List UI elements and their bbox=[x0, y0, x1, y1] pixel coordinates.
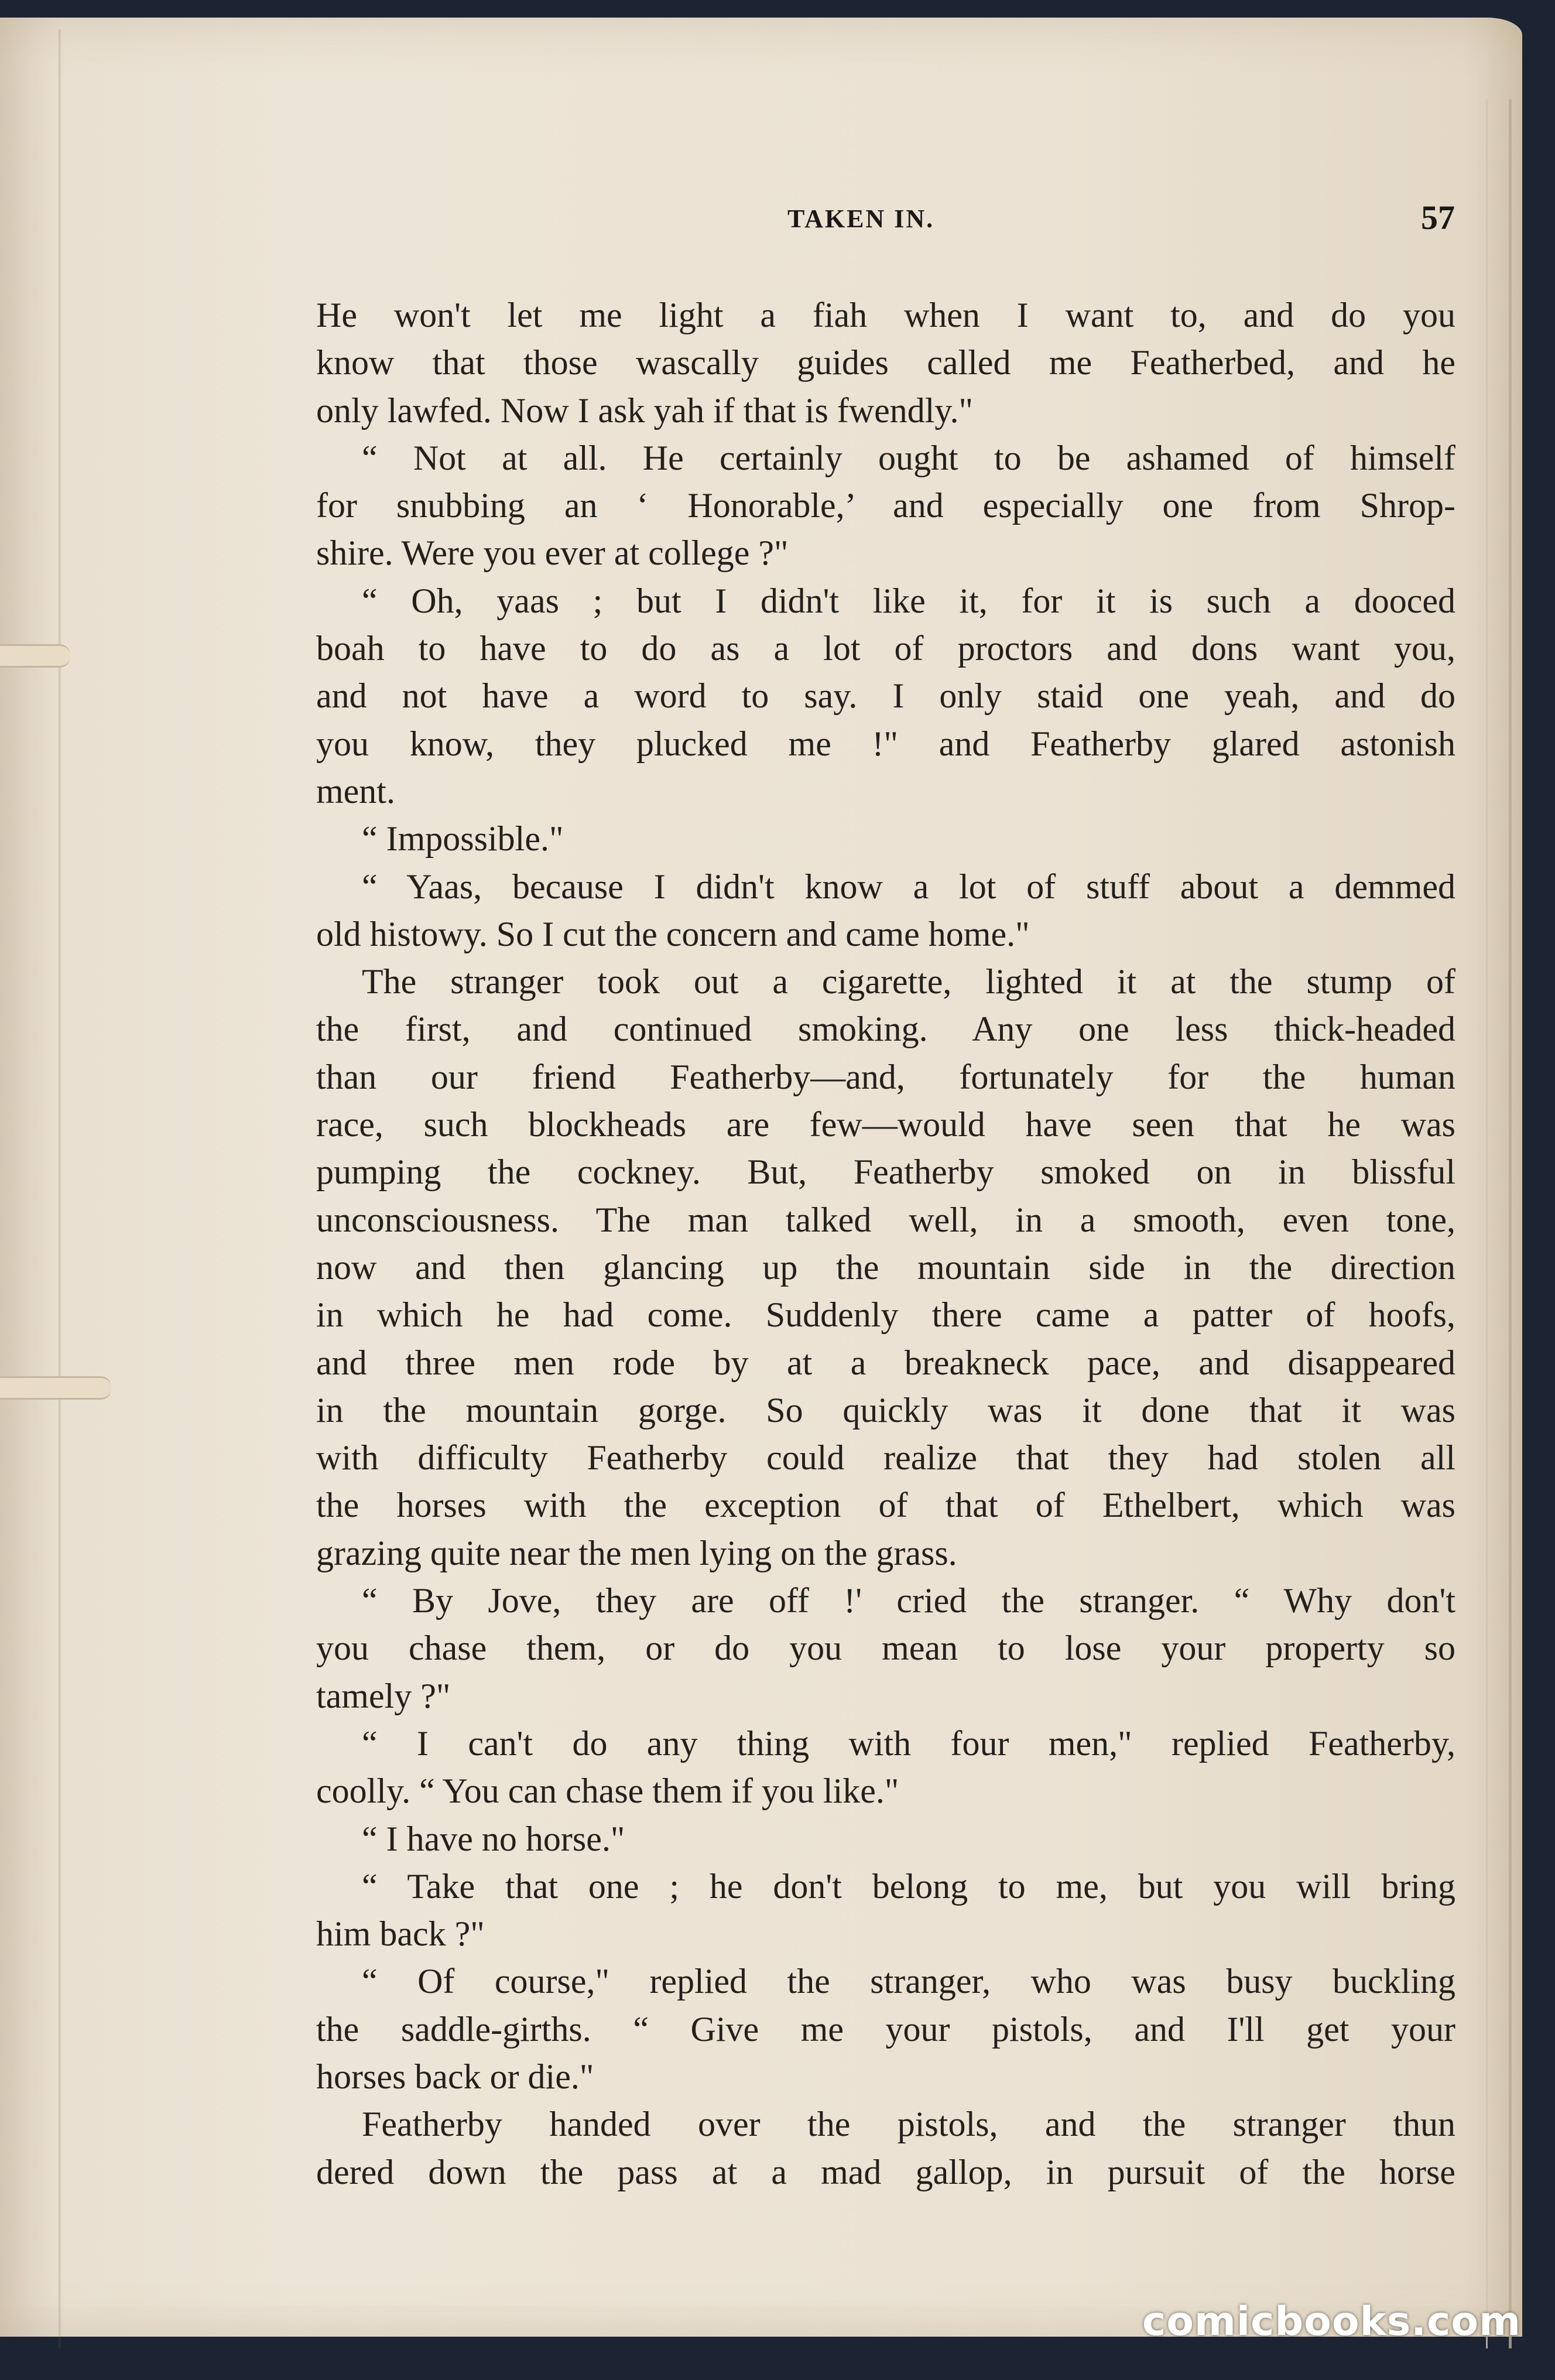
text-line: old histowy. So I cut the concern and came home." bbox=[316, 914, 1030, 953]
text-line: dered down the pass at a mad gallop, in pursuit of the horse bbox=[316, 2152, 1455, 2191]
text-line: pumping the cockney. But, Featherby smoked on in blissful bbox=[316, 1153, 1455, 1192]
text-line: him back ?" bbox=[316, 1914, 485, 1954]
text-line: and not have a word to say. I only staid one yeah, and do bbox=[316, 676, 1455, 716]
binding-stitch bbox=[0, 1376, 111, 1400]
text-line: The stranger took out a cigarette, lighted it at the stump of bbox=[362, 962, 1455, 1001]
text-line: ment. bbox=[316, 771, 395, 811]
text-line: “ Of course," replied the stranger, who was busy buckling bbox=[362, 1962, 1455, 2001]
text-line: in the mountain gorge. So quickly was it done that it was bbox=[316, 1390, 1455, 1430]
text-line: tamely ?" bbox=[316, 1676, 451, 1715]
text-line: boah to have to do as a lot of proctors and dons want you, bbox=[316, 629, 1455, 668]
text-line: “ Take that one ; he don't belong to me, but you will bring bbox=[362, 1866, 1455, 1906]
text-line: for snubbing an ‘ Honorable,’ and especially one from Shrop- bbox=[316, 486, 1455, 525]
text-line: shire. Were you ever at college ?" bbox=[316, 534, 789, 573]
text-line: He won't let me light a fiah when I want to, and do you bbox=[316, 296, 1455, 334]
text-line: grazing quite near the men lying on the grass. bbox=[316, 1533, 957, 1572]
text-line: coolly. “ You can chase them if you like." bbox=[316, 1772, 899, 1811]
page-gutter bbox=[59, 29, 62, 2348]
text-line: “ I have no horse." bbox=[362, 1819, 625, 1858]
text-line: the first, and continued smoking. Any one less thick-headed bbox=[316, 1010, 1455, 1049]
text-line: now and then glancing up the mountain side in the direction bbox=[316, 1247, 1455, 1287]
book-page bbox=[0, 18, 1522, 2337]
text-line: horses back or die." bbox=[316, 2057, 594, 2096]
text-line: “ Oh, yaas ; but I didn't like it, for it is such a dooced bbox=[362, 581, 1455, 620]
text-line: “ Impossible." bbox=[362, 819, 564, 859]
text-line: know that those wascally guides called me Featherbed, and he bbox=[316, 343, 1455, 382]
text-line: with difficulty Featherby could realize that they had stolen all bbox=[316, 1438, 1455, 1478]
binding-stitch bbox=[0, 644, 70, 668]
text-line: “ Yaas, because I didn't know a lot of stuff about a demmed bbox=[362, 867, 1455, 906]
text-line: only lawfed. Now I ask yah if that is fwendly." bbox=[316, 391, 974, 430]
text-line: unconsciousness. The man talked well, in a smooth, even tone, bbox=[316, 1200, 1455, 1239]
page-number: 57 bbox=[1421, 199, 1455, 237]
text-line: the horses with the exception of that of Ethelbert, which was bbox=[316, 1486, 1455, 1525]
text-line: you chase them, or do you mean to lose your property so bbox=[316, 1629, 1455, 1668]
text-line: in which he had come. Suddenly there came a patter of hoofs, bbox=[316, 1295, 1455, 1335]
text-line: than our friend Featherby—and, fortunately for the human bbox=[316, 1057, 1455, 1096]
text-line: race, such blockheads are few—would have seen that he was bbox=[316, 1105, 1455, 1144]
text-line: “ I can't do any thing with four men," replied Featherby, bbox=[362, 1724, 1455, 1763]
page-edges bbox=[1486, 100, 1512, 2348]
text-line: “ Not at all. He certainly ought to be ashamed of himself bbox=[362, 438, 1455, 477]
running-head: TAKEN IN. bbox=[787, 204, 935, 233]
text-line: Featherby handed over the pistols, and the stranger thun bbox=[362, 2105, 1455, 2144]
page-header bbox=[319, 199, 1455, 251]
watermark: comicbooks.com bbox=[1142, 2299, 1521, 2345]
text-line: you know, they plucked me !" and Featherby glared astonish bbox=[316, 724, 1455, 763]
text-line: and three men rode by at a breakneck pace, and disappeared bbox=[316, 1343, 1455, 1382]
text-line: “ By Jove, they are off !' cried the stranger. “ Why don't bbox=[362, 1581, 1455, 1620]
text-line: the saddle-girths. “ Give me your pistols, and I'll get your bbox=[316, 2009, 1455, 2049]
body-text bbox=[316, 292, 1455, 2196]
